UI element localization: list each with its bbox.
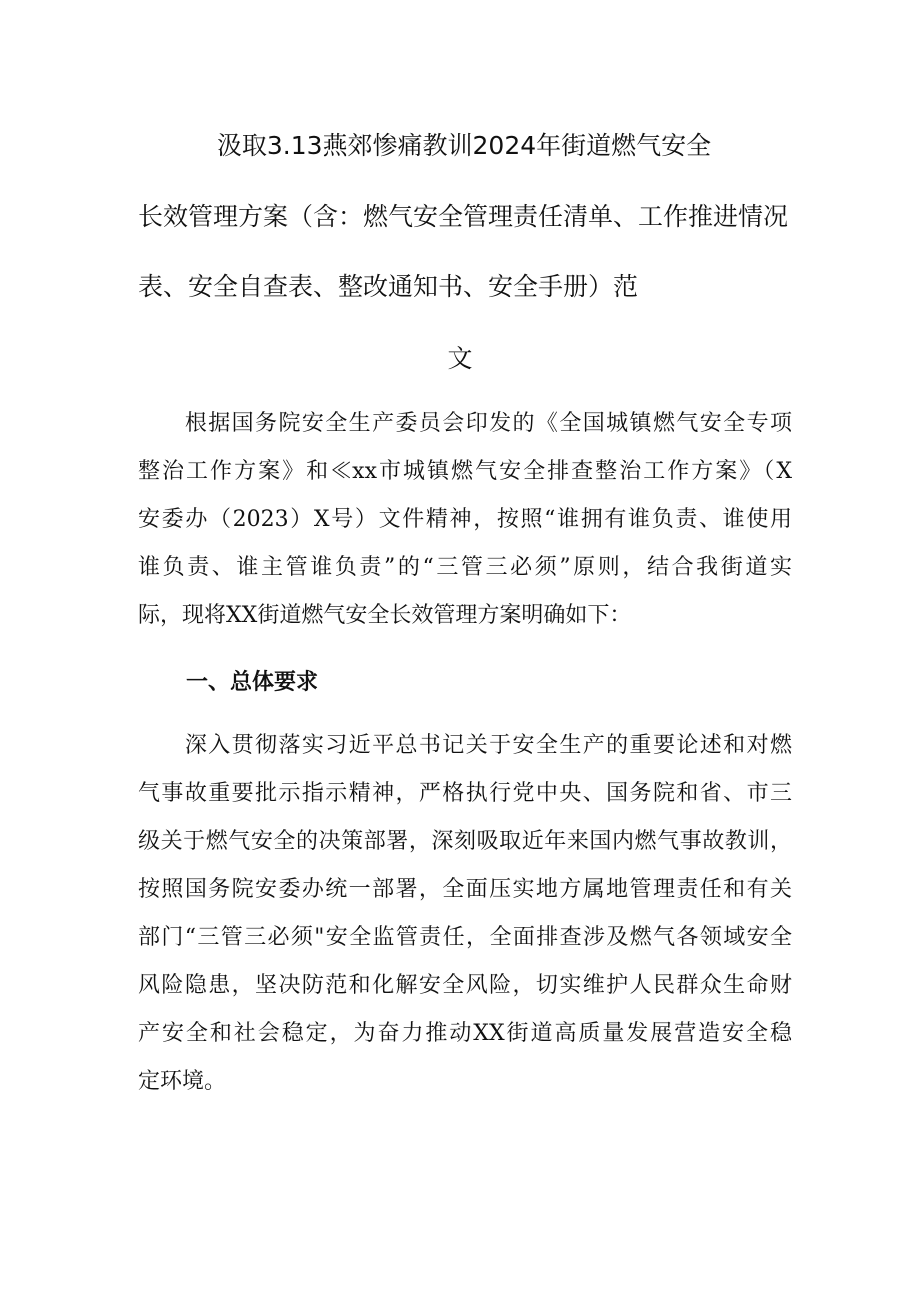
section-heading: 一、总体要求 bbox=[186, 669, 319, 695]
section-paragraph-line: 产安全和社会稳定，为奋力推动XX街道高质量发展营造安全稳 bbox=[138, 1021, 792, 1046]
section-paragraph-line: 深入贯彻落实习近平总书记关于安全生产的重要论述和对燃 bbox=[138, 733, 792, 758]
intro-paragraph-line: 根据国务院安全生产委员会印发的《全国城镇燃气安全专项 bbox=[138, 411, 792, 436]
section-paragraph-line: 级关于燃气安全的决策部署，深刻吸取近年来国内燃气事故教训， bbox=[138, 829, 792, 854]
intro-paragraph bbox=[138, 400, 792, 640]
intro-paragraph-line: 际，现将XX街道燃气安全长效管理方案明确如下： bbox=[138, 603, 632, 628]
document-title-line-1: 汲取3.13燕郊惨痛教训2024年街道燃气安全 bbox=[216, 131, 712, 160]
section-paragraph-line: 部门“三管三必须"安全监管责任，全面排查涉及燃气各领域安全 bbox=[138, 925, 792, 950]
section-paragraph-line: 风险隐患，坚决防范和化解安全风险，切实维护人民群众生命财 bbox=[138, 973, 792, 998]
section-paragraph-line: 气事故重要批示指示精神，严格执行党中央、国务院和省、市三 bbox=[138, 781, 792, 806]
intro-paragraph-line: 整治工作方案》和≪xx市城镇燃气安全排查整治工作方案》（X bbox=[138, 459, 792, 484]
section-paragraph bbox=[138, 722, 792, 1106]
section-paragraph-line: 按照国务院安委办统一部署，全面压实地方属地管理责任和有关 bbox=[138, 877, 792, 902]
document-title-line-4: 文 bbox=[447, 344, 473, 373]
document-title-line-2: 长效管理方案（含：燃气安全管理责任清单、工作推进情况 bbox=[138, 202, 789, 231]
intro-paragraph-line: 谁负责、谁主管谁负责”的“三管三必须”原则，结合我街道实 bbox=[138, 555, 792, 580]
section-paragraph-line: 定环境。 bbox=[138, 1069, 227, 1094]
intro-paragraph-line: 安委办（2023）X号）文件精神，按照“谁拥有谁负责、谁使用 bbox=[138, 507, 792, 532]
document-title-line-3: 表、安全自查表、整改通知书、安全手册）范 bbox=[138, 272, 639, 301]
